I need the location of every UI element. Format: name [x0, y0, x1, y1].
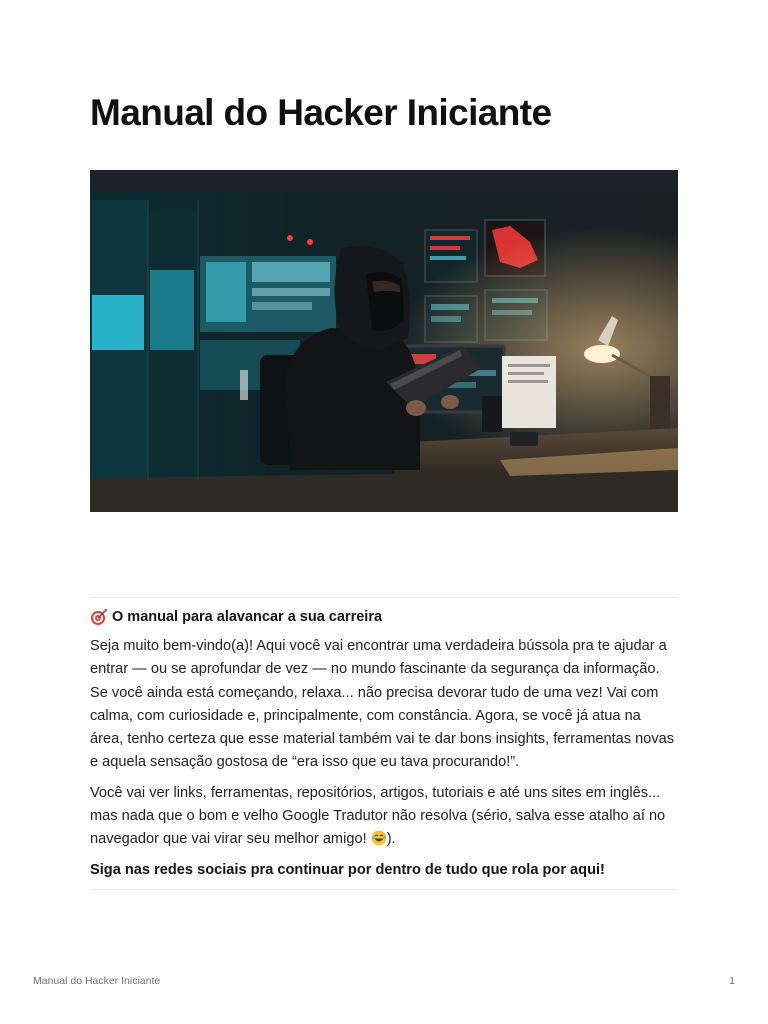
target-icon — [90, 608, 108, 626]
tools-paragraph-text: Você vai ver links, ferramentas, repositórios, artigos, tutoriais e até uns sites em inglês... mas nada que o bom e velho Google Tradutor não resolva (sério, salva esse atalho aí no navegador que vai virar seu melhor amigo! — [90, 784, 666, 848]
footer-page-number: 1 — [729, 975, 735, 987]
footer-document-name: Manual do Hacker Iniciante — [33, 975, 161, 987]
cover-image — [90, 170, 678, 512]
page-title: Manual do Hacker Iniciante — [90, 92, 552, 133]
callout-heading-text: O manual para alavancar a sua carreira — [112, 609, 383, 625]
callout-heading — [90, 607, 678, 627]
hacker-scene-illustration — [90, 170, 678, 512]
tools-paragraph-end: ). — [386, 831, 396, 848]
laughing-emoji-icon — [371, 830, 387, 846]
tools-paragraph — [90, 782, 678, 852]
social-callout-text: Siga nas redes sociais pra continuar por dentro de tudo que rola por aqui! — [90, 861, 605, 878]
intro-callout — [90, 597, 678, 890]
intro-paragraph: Seja muito bem-vindo(a)! Aqui você vai encontrar uma verdadeira bússola pra te ajudar a entrar — ou se aprofundar de vez — no mundo fascinante da segurança da informação. Se você ainda está começando, relaxa... não precisa devorar tudo de uma vez! Vai com calma, com curiosidade e, principalmente, com constância. Agora, se você já atua na área, tenho certeza que esse material também vai te dar bons insights, ferramentas novas e aquela sensação gostosa de “era isso que eu tava procurando!”. — [90, 638, 675, 771]
